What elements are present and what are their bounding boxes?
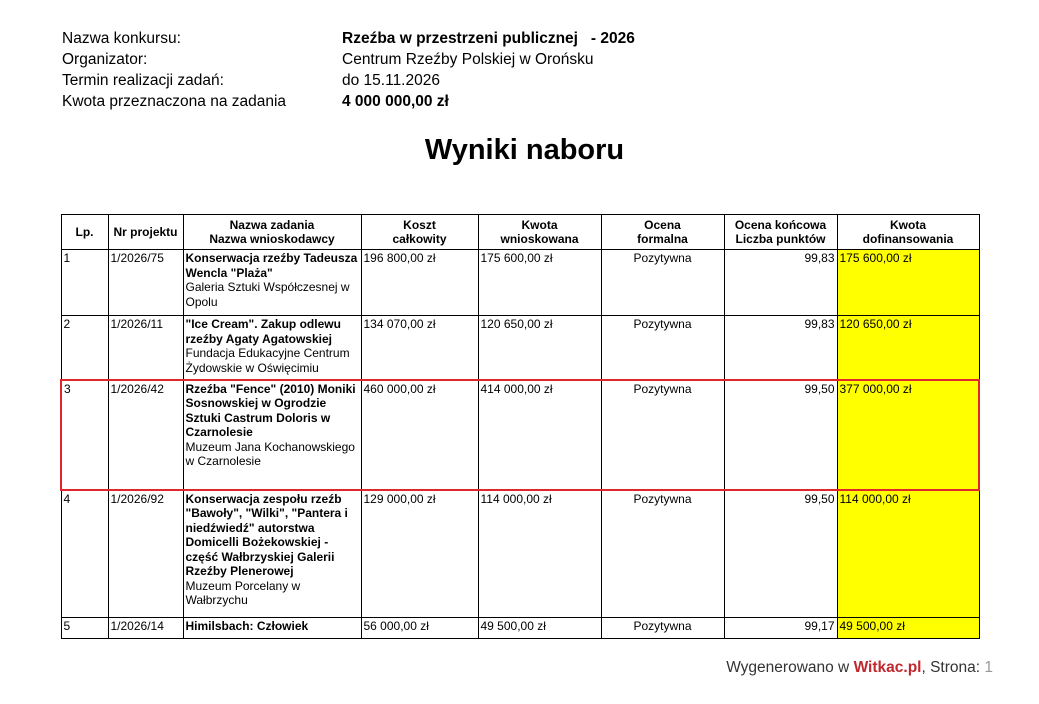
- deadline-value: do 15.11.2026: [342, 72, 440, 89]
- task-name: Himilsbach: Człowiek: [185, 619, 309, 633]
- table-row: [61, 618, 979, 639]
- header-formal-line1: Ocena: [644, 217, 681, 232]
- cell-requested: 175 600,00 zł: [478, 250, 601, 316]
- table-row: [61, 316, 979, 380]
- header-cost: [361, 215, 478, 250]
- cell-project-no: 1/2026/75: [108, 250, 183, 316]
- cell-requested: 49 500,00 zł: [478, 618, 601, 639]
- cell-formal: Pozytywna: [601, 316, 724, 380]
- cell-cost: 129 000,00 zł: [361, 490, 478, 618]
- header-requested: [478, 215, 601, 250]
- table-row-highlighted: [61, 380, 979, 490]
- competition-value: Rzeźba w przestrzeni publicznej - 2026: [342, 30, 635, 47]
- cell-funded: 114 000,00 zł: [837, 490, 979, 618]
- header-funded-line1: Kwota: [890, 217, 926, 232]
- cell-formal: Pozytywna: [601, 490, 724, 618]
- header-task: [183, 215, 361, 250]
- meta-deadline-row: [62, 70, 635, 91]
- cell-project-no: 1/2026/11: [108, 316, 183, 380]
- header-final-line2: Liczba punktów: [735, 232, 826, 246]
- cell-funded: 120 650,00 zł: [837, 316, 979, 380]
- amount-value: 4 000 000,00 zł: [342, 93, 449, 110]
- header-requested-line2: wnioskowana: [500, 232, 579, 246]
- organizer-label: Organizator:: [62, 51, 148, 68]
- header-task-line1: Nazwa zadania: [229, 217, 315, 232]
- footer-page-label: , Strona:: [921, 659, 985, 676]
- cell-requested: 120 650,00 zł: [478, 316, 601, 380]
- cell-project-no: 1/2026/42: [108, 380, 183, 490]
- cell-score: 99,17: [724, 618, 837, 639]
- header-formal: [601, 215, 724, 250]
- header-cost-line1: Koszt: [403, 217, 436, 232]
- footer-brand-link[interactable]: Witkac.pl: [853, 659, 922, 676]
- header-requested-line1: Kwota: [521, 217, 558, 232]
- cell-lp: 1: [61, 250, 108, 316]
- cell-requested: 414 000,00 zł: [478, 380, 601, 490]
- header-lp-text: Lp.: [75, 224, 94, 239]
- task-name: Rzeźba "Fence" (2010) Moniki Sosnowskiej w Ogrodzie Sztuki Castrum Doloris w Czarnolesie: [185, 381, 356, 439]
- cell-score: 99,83: [724, 250, 837, 316]
- cell-funded: 377 000,00 zł: [837, 380, 979, 490]
- applicant-name: Galeria Sztuki Współczesnej w Opolu: [185, 280, 350, 309]
- header-row: [61, 215, 979, 250]
- header-lp: [61, 215, 108, 250]
- cell-task: [183, 250, 361, 316]
- meta-competition-row: [62, 28, 635, 49]
- cell-score: 99,83: [724, 316, 837, 380]
- cell-project-no: 1/2026/92: [108, 490, 183, 618]
- cell-task: [183, 380, 361, 490]
- table-row: [61, 490, 979, 618]
- cell-cost: 196 800,00 zł: [361, 250, 478, 316]
- cell-cost: 56 000,00 zł: [361, 618, 478, 639]
- amount-label: Kwota przeznaczona na zadania: [62, 93, 287, 110]
- header-funded-line2: dofinansowania: [862, 232, 954, 246]
- cell-cost: 460 000,00 zł: [361, 380, 478, 490]
- task-name: Konserwacja zespołu rzeźb "Bawoły", "Wilki", "Pantera i niedźwiedź" autorstwa Domicelli Bożekowskiej - część Wałbrzyskiej Galerii Rzeźby Plenerowej: [185, 491, 348, 578]
- header-task-line2: Nazwa wnioskodawcy: [209, 232, 335, 246]
- organizer-value: Centrum Rzeźby Polskiej w Orońsku: [342, 51, 594, 68]
- header-final-line1: Ocena końcowa: [734, 217, 827, 232]
- header-cost-line2: całkowity: [392, 232, 447, 246]
- header-funded: [837, 215, 979, 250]
- footer-generated-text: Wygenerowano w: [726, 659, 854, 676]
- applicant-name: Muzeum Porcelany w Wałbrzychu: [185, 578, 301, 607]
- header-formal-line2: formalna: [637, 232, 688, 246]
- results-table: [60, 214, 980, 639]
- competition-meta: [62, 28, 635, 112]
- table-row: [61, 250, 979, 316]
- deadline-label: Termin realizacji zadań:: [62, 72, 224, 89]
- meta-amount-row: [62, 91, 635, 112]
- applicant-name: Fundacja Edukacyjne Centrum Żydowskie w Oświęcimiu: [185, 346, 350, 375]
- cell-task: [183, 490, 361, 618]
- cell-project-no: 1/2026/14: [108, 618, 183, 639]
- cell-requested: 114 000,00 zł: [478, 490, 601, 618]
- cell-lp: 4: [61, 490, 108, 618]
- cell-formal: Pozytywna: [601, 618, 724, 639]
- task-name: "Ice Cream". Zakup odlewu rzeźby Agaty Agatowskiej: [185, 317, 341, 346]
- cell-score: 99,50: [724, 490, 837, 618]
- cell-funded: 49 500,00 zł: [837, 618, 979, 639]
- cell-task: [183, 316, 361, 380]
- meta-organizer-row: [62, 49, 635, 70]
- cell-cost: 134 070,00 zł: [361, 316, 478, 380]
- cell-task: [183, 618, 361, 639]
- footer: [726, 659, 993, 677]
- cell-score: 99,50: [724, 380, 837, 490]
- competition-label: Nazwa konkursu:: [62, 30, 181, 47]
- cell-lp: 5: [61, 618, 108, 639]
- footer-page-number: 1: [984, 659, 993, 676]
- cell-funded: 175 600,00 zł: [837, 250, 979, 316]
- header-project-no: [108, 215, 183, 250]
- header-project-no-text: Nr projektu: [113, 224, 178, 239]
- task-name: Konserwacja rzeźby Tadeusza Wencla "Plaża": [185, 251, 358, 280]
- cell-lp: 3: [61, 380, 108, 490]
- cell-lp: 2: [61, 316, 108, 380]
- cell-formal: Pozytywna: [601, 250, 724, 316]
- applicant-name: Muzeum Jana Kochanowskiego w Czarnolesie: [185, 439, 355, 468]
- page-title: Wyniki naboru: [424, 134, 625, 166]
- cell-formal: Pozytywna: [601, 380, 724, 490]
- header-final: [724, 215, 837, 250]
